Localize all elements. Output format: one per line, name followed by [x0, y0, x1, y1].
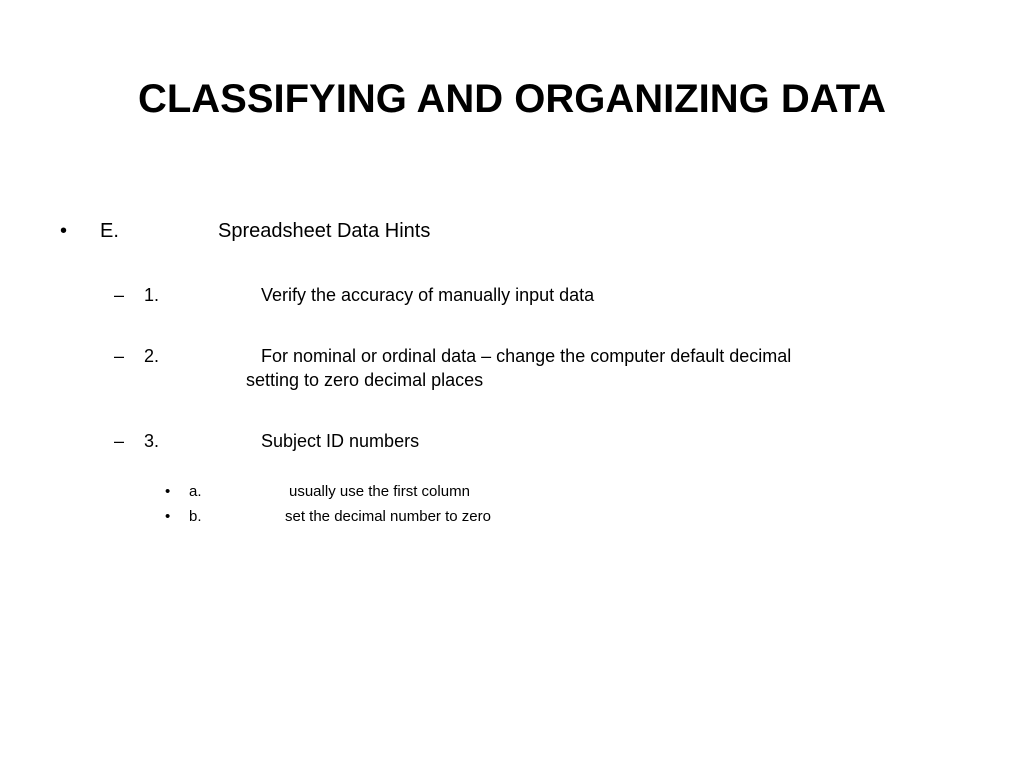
outline-item-sub-2	[0, 344, 1024, 394]
outline-text: set the decimal number to zero	[285, 508, 491, 525]
outline-marker: 3.	[144, 431, 160, 451]
dash-icon: –	[114, 285, 125, 305]
outline-text: Verify the accuracy of manually input data	[261, 285, 595, 305]
outline-item-sub-1	[0, 283, 1024, 307]
outline-text-line-2: setting to zero decimal places	[246, 370, 484, 390]
outline-marker: 2.	[144, 346, 160, 366]
outline-text-line-1: For nominal or ordinal data – change the computer default decimal	[261, 346, 792, 366]
outline-item-sub-3	[0, 429, 1024, 453]
bullet-icon: •	[60, 220, 68, 242]
dash-icon: –	[114, 431, 125, 451]
slide-title: CLASSIFYING AND ORGANIZING DATA	[137, 77, 887, 121]
outline-text: usually use the first column	[289, 483, 470, 500]
outline-item-sub-3a	[0, 482, 1024, 502]
outline-marker: b.	[189, 508, 202, 525]
outline-marker: E.	[100, 220, 119, 242]
outline-item-sub-3b	[0, 507, 1024, 527]
dash-icon: –	[114, 346, 125, 366]
outline-item-main	[0, 219, 1024, 243]
outline-marker: a.	[189, 483, 202, 500]
outline-marker: 1.	[144, 285, 160, 305]
outline-text: Subject ID numbers	[261, 431, 420, 451]
bullet-icon: •	[165, 483, 171, 500]
outline-text: Spreadsheet Data Hints	[218, 220, 431, 242]
bullet-icon: •	[165, 508, 171, 525]
